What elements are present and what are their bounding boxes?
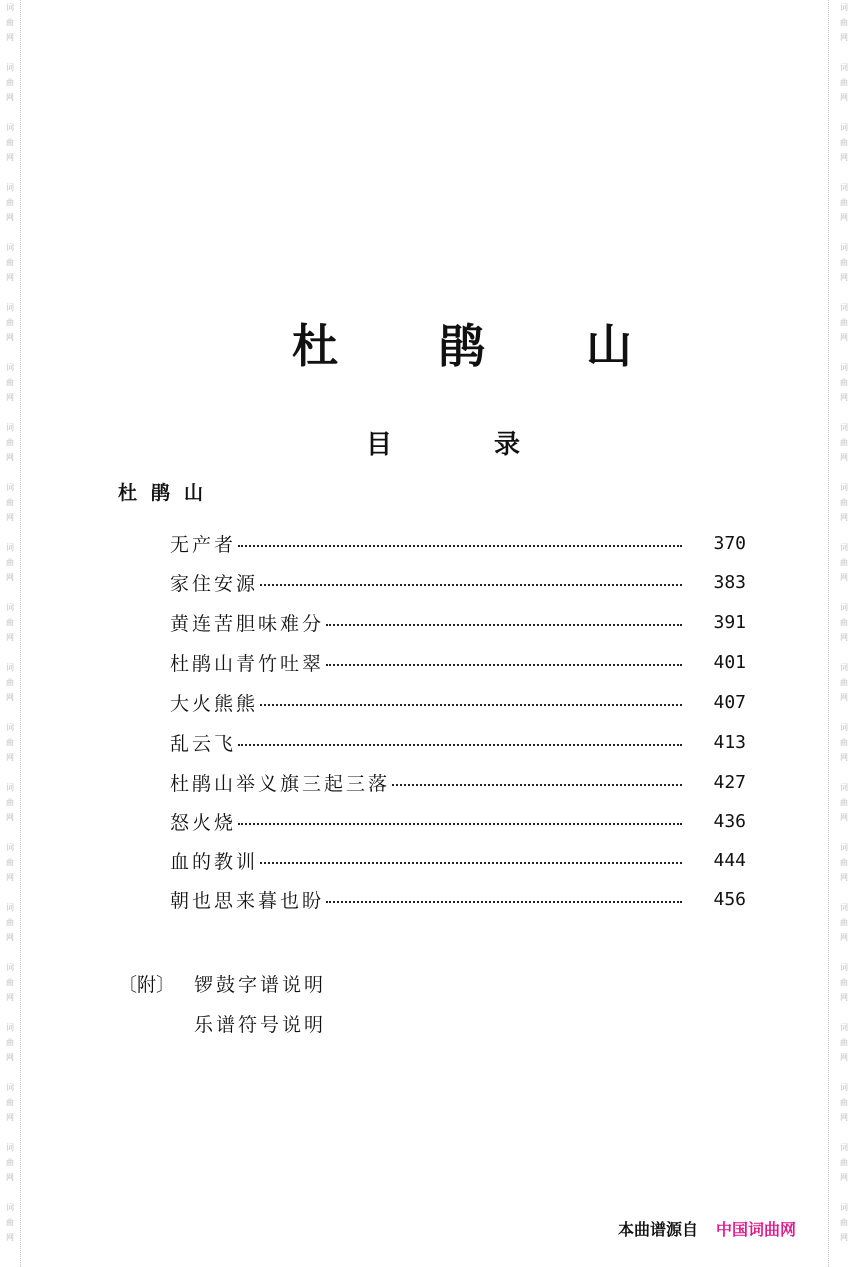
footer-source-credit	[618, 1217, 796, 1240]
appendix-tag: 〔附〕	[118, 974, 176, 996]
watermark-stamp: 词 曲 网	[6, 1143, 14, 1182]
toc-dot-leader	[260, 702, 682, 706]
footer-site-name[interactable]: 中国词曲网	[716, 1220, 797, 1239]
watermark-stamp: 词 曲 网	[6, 843, 14, 882]
toc-dot-leader	[326, 662, 682, 666]
toc-heading-char: 录	[493, 430, 520, 460]
toc-entry-title: 杜鹃山青竹吐翠	[170, 652, 325, 675]
toc-heading-char: 目	[366, 430, 393, 460]
toc-entry-page: 456	[713, 888, 746, 910]
toc-entry-title: 朝也思来暮也盼	[170, 889, 325, 912]
watermark-stamp: 词 曲 网	[6, 963, 14, 1002]
toc-entry[interactable]	[170, 528, 746, 558]
watermark-stamp: 词 曲 网	[840, 483, 848, 522]
toc-entry[interactable]	[170, 884, 746, 914]
toc-entry-page: 401	[713, 651, 746, 673]
footer-source-label: 本曲谱源自	[618, 1220, 699, 1239]
watermark-stamp: 词 曲 网	[6, 483, 14, 522]
watermark-stamp: 词 曲 网	[840, 543, 848, 582]
toc-dot-leader	[238, 821, 682, 825]
watermark-stamp: 词 曲 网	[6, 183, 14, 222]
watermark-stamp: 词 曲 网	[840, 183, 848, 222]
watermark-stamp: 词 曲 网	[840, 63, 848, 102]
toc-entry[interactable]	[170, 767, 746, 797]
watermark-stamp: 词 曲 网	[840, 903, 848, 942]
watermark-stamp: 词 曲 网	[6, 3, 14, 42]
toc-entry[interactable]	[170, 727, 746, 757]
watermark-stamp: 词 曲 网	[6, 243, 14, 282]
watermark-stamp: 词 曲 网	[840, 3, 848, 42]
toc-entry-page: 383	[713, 571, 746, 593]
watermark-stamp: 词 曲 网	[6, 123, 14, 162]
toc-entry-title: 黄连苦胆味难分	[170, 612, 325, 635]
toc-entry-page: 391	[713, 611, 746, 633]
toc-entry-page: 407	[713, 691, 746, 713]
watermark-stamp: 词 曲 网	[840, 663, 848, 702]
toc-entry-page: 436	[713, 810, 746, 832]
watermark-stamp: 词 曲 网	[6, 783, 14, 822]
toc-dot-leader	[238, 543, 682, 547]
toc-entry-page: 413	[713, 731, 746, 753]
toc-dot-leader	[326, 622, 682, 626]
watermark-stamp: 词 曲 网	[6, 543, 14, 582]
toc-dot-leader	[326, 899, 682, 903]
toc-entry[interactable]	[170, 607, 746, 637]
title-char: 鹃	[439, 319, 485, 373]
toc-dot-leader	[260, 582, 682, 586]
watermark-stamp: 词 曲 网	[6, 1023, 14, 1062]
toc-entry-title: 杜鹃山举义旗三起三落	[170, 772, 391, 795]
watermark-stamp: 词 曲 网	[840, 1083, 848, 1122]
watermark-stamp: 词 曲 网	[840, 963, 848, 1002]
watermark-stamp: 词 曲 网	[840, 783, 848, 822]
watermark-stamp: 词 曲 网	[840, 1203, 848, 1242]
toc-entry[interactable]	[170, 845, 746, 875]
watermark-stamp: 词 曲 网	[6, 1083, 14, 1122]
watermark-stamp: 词 曲 网	[6, 63, 14, 102]
toc-entry-title: 无产者	[170, 533, 237, 556]
toc-dot-leader	[392, 782, 682, 786]
toc-entry-title: 乱云飞	[170, 732, 237, 755]
watermark-stamp: 词 曲 网	[840, 123, 848, 162]
watermark-stamp: 词 曲 网	[6, 1203, 14, 1242]
toc-entry[interactable]	[170, 687, 746, 717]
title-char: 杜	[292, 319, 338, 373]
toc-entry[interactable]	[170, 567, 746, 597]
watermark-stamp: 词 曲 网	[840, 363, 848, 402]
toc-dot-leader	[260, 860, 682, 864]
left-watermark-strip	[0, 0, 21, 1267]
appendix-item[interactable]: 乐谱符号说明	[194, 1014, 327, 1036]
toc-entry-page: 370	[713, 532, 746, 554]
right-watermark-strip	[828, 0, 849, 1267]
watermark-stamp: 词 曲 网	[840, 423, 848, 462]
toc-entry[interactable]	[170, 806, 746, 836]
appendix-item[interactable]: 锣鼓字谱说明	[194, 974, 327, 996]
watermark-stamp: 词 曲 网	[6, 903, 14, 942]
page-title	[292, 310, 632, 376]
watermark-stamp: 词 曲 网	[840, 1143, 848, 1182]
watermark-stamp: 词 曲 网	[840, 303, 848, 342]
toc-heading	[366, 424, 520, 461]
watermark-stamp: 词 曲 网	[6, 363, 14, 402]
watermark-stamp: 词 曲 网	[6, 423, 14, 462]
watermark-stamp: 词 曲 网	[840, 243, 848, 282]
watermark-stamp: 词 曲 网	[6, 303, 14, 342]
toc-entry-title: 怒火烧	[170, 811, 237, 834]
toc-dot-leader	[238, 742, 682, 746]
toc-entry-page: 427	[713, 771, 746, 793]
watermark-stamp: 词 曲 网	[840, 603, 848, 642]
title-char: 山	[586, 319, 632, 373]
watermark-stamp: 词 曲 网	[840, 843, 848, 882]
toc-entry-title: 大火熊熊	[170, 692, 259, 715]
section-heading: 杜鹃山	[118, 482, 218, 504]
watermark-stamp: 词 曲 网	[840, 1023, 848, 1062]
toc-entry[interactable]	[170, 647, 746, 677]
toc-entry-title: 血的教训	[170, 850, 259, 873]
watermark-stamp: 词 曲 网	[6, 603, 14, 642]
watermark-stamp: 词 曲 网	[840, 723, 848, 762]
toc-entry-title: 家住安源	[170, 572, 259, 595]
watermark-stamp: 词 曲 网	[6, 723, 14, 762]
toc-entry-page: 444	[713, 849, 746, 871]
watermark-stamp: 词 曲 网	[6, 663, 14, 702]
